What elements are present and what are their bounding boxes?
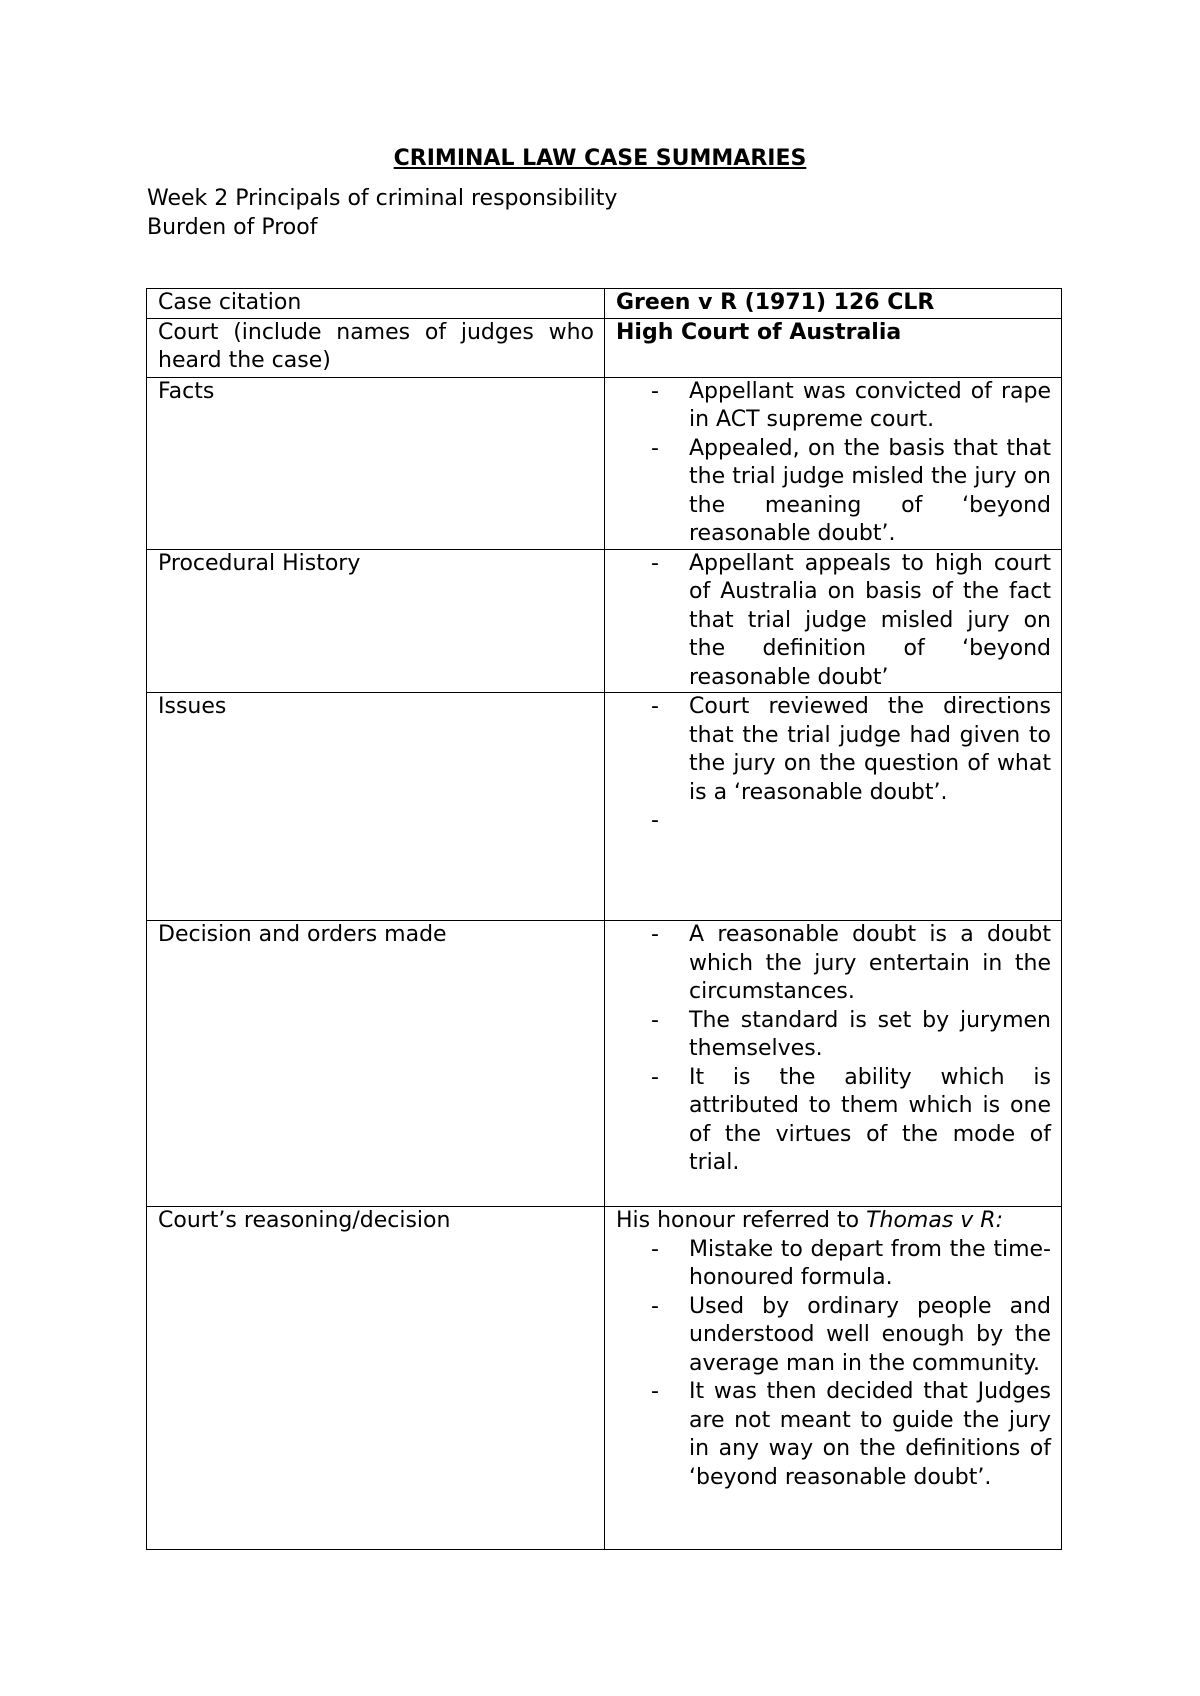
row-facts bbox=[147, 377, 1062, 549]
procedural-history-value bbox=[605, 549, 1062, 693]
issues-label: Issues bbox=[147, 693, 605, 921]
procedural-history-list bbox=[616, 550, 1051, 693]
week-heading: Week 2 Principals of criminal responsibility bbox=[147, 186, 618, 211]
list-item: - Court reviewed the directions that the trial judge had given to the jury on the question of what is a ‘reasonable doubt’. bbox=[616, 693, 1051, 807]
row-reasoning bbox=[147, 1207, 1062, 1550]
list-item: - Mistake to depart from the time-honoured formula. bbox=[616, 1236, 1051, 1293]
reasoning-value bbox=[605, 1207, 1062, 1550]
list-item: - Appellant appeals to high court of Australia on basis of the fact that trial judge misled jury on the definition of ‘beyond reasonable doubt’ bbox=[616, 550, 1051, 693]
facts-list bbox=[616, 378, 1051, 549]
list-item: - It was then decided that Judges are not meant to guide the jury in any way on the definitions of ‘beyond reasonable doubt’. bbox=[616, 1378, 1051, 1492]
reasoning-intro bbox=[616, 1207, 1051, 1236]
procedural-history-label: Procedural History bbox=[147, 549, 605, 693]
issues-value bbox=[605, 693, 1062, 921]
decision-list bbox=[616, 921, 1051, 1178]
list-item: - It is the ability which is attributed to them which is one of the virtues of the mode of trial. bbox=[616, 1064, 1051, 1178]
reasoning-case-name: Thomas v R: bbox=[866, 1208, 1003, 1233]
row-court bbox=[147, 318, 1062, 377]
list-item: - A reasonable doubt is a doubt which the jury entertain in the circumstances. bbox=[616, 921, 1051, 1007]
list-item: - Appellant was convicted of rape in ACT supreme court. bbox=[616, 378, 1051, 435]
case-citation-value: Green v R (1971) 126 CLR bbox=[605, 289, 1062, 319]
reasoning-list bbox=[616, 1236, 1051, 1493]
case-citation-label: Case citation bbox=[147, 289, 605, 319]
list-item: - Used by ordinary people and understood well enough by the average man in the community. bbox=[616, 1293, 1051, 1379]
court-value: High Court of Australia bbox=[605, 318, 1062, 377]
case-summary-table bbox=[146, 288, 1062, 1550]
decision-label: Decision and orders made bbox=[147, 921, 605, 1207]
row-decision bbox=[147, 921, 1062, 1207]
row-case-citation bbox=[147, 289, 1062, 319]
facts-label: Facts bbox=[147, 377, 605, 549]
reasoning-intro-text: His honour referred to bbox=[616, 1208, 867, 1233]
row-issues bbox=[147, 693, 1062, 921]
facts-value bbox=[605, 377, 1062, 549]
list-item: - Appealed, on the basis that that the trial judge misled the jury on the meaning of ‘beyond reasonable doubt’. bbox=[616, 435, 1051, 549]
court-label: Court (include names of judges who heard the case) bbox=[147, 318, 605, 377]
issues-list bbox=[616, 693, 1051, 836]
reasoning-label: Court’s reasoning/decision bbox=[147, 1207, 605, 1550]
list-item bbox=[616, 807, 1051, 836]
decision-value bbox=[605, 921, 1062, 1207]
topic-heading: Burden of Proof bbox=[147, 215, 318, 240]
row-procedural-history bbox=[147, 549, 1062, 693]
document-title: CRIMINAL LAW CASE SUMMARIES bbox=[393, 146, 807, 171]
list-item: - The standard is set by jurymen themselves. bbox=[616, 1007, 1051, 1064]
